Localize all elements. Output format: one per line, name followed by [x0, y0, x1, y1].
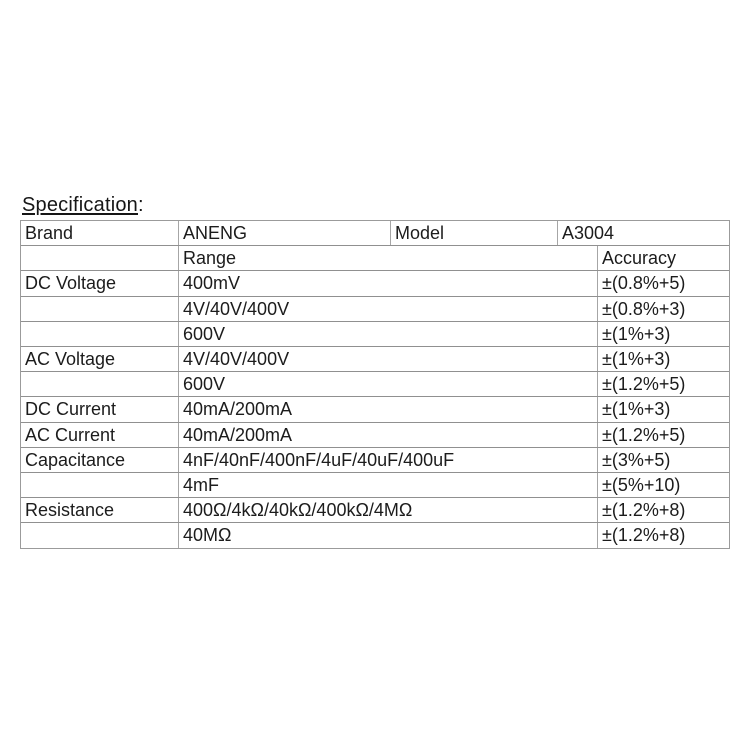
category-cell — [21, 246, 179, 270]
range-cell: 400mV — [179, 271, 598, 295]
category-cell — [21, 372, 179, 396]
table-row — [21, 271, 729, 296]
brand-label-cell: Brand — [21, 221, 179, 245]
category-cell — [21, 322, 179, 346]
range-cell: 400Ω/4kΩ/40kΩ/400kΩ/4MΩ — [179, 498, 598, 522]
table-row — [21, 448, 729, 473]
table-row — [21, 473, 729, 498]
accuracy-cell: ±(1%+3) — [602, 348, 671, 369]
range-cell: 600V — [179, 372, 598, 396]
model-label-cell: Model — [391, 221, 558, 245]
category-cell: AC Current — [21, 423, 179, 447]
range-cell: 4V/40V/400V — [179, 347, 598, 371]
accuracy-cell: ±(5%+10) — [602, 474, 681, 495]
category-cell — [21, 297, 179, 321]
table-row — [21, 397, 729, 422]
range-header-cell: Range — [179, 246, 598, 270]
table-row — [21, 372, 729, 397]
accuracy-cell: ±(1.2%+5) — [602, 374, 686, 395]
range-cell: 4mF — [179, 473, 598, 497]
category-cell: Resistance — [21, 498, 179, 522]
category-cell — [21, 473, 179, 497]
range-cell: 40mA/200mA — [179, 397, 598, 421]
range-cell: 600V — [179, 322, 598, 346]
accuracy-cell: ±(1.2%+5) — [602, 424, 686, 445]
accuracy-cell: ±(1%+3) — [602, 399, 671, 420]
accuracy-header-cell: Accuracy — [602, 248, 677, 269]
range-cell: 40mA/200mA — [179, 423, 598, 447]
category-cell: AC Voltage — [21, 347, 179, 371]
category-cell: DC Voltage — [21, 271, 179, 295]
column-header-row — [21, 246, 729, 271]
table-row — [21, 347, 729, 372]
spec-table — [20, 220, 730, 549]
accuracy-cell: ±(1.2%+8) — [602, 525, 686, 546]
accuracy-cell: ±(0.8%+5) — [602, 273, 686, 294]
range-cell: 4nF/40nF/400nF/4uF/40uF/400uF — [179, 448, 598, 472]
category-cell: DC Current — [21, 397, 179, 421]
range-cell: 40MΩ — [179, 523, 598, 548]
category-cell: Capacitance — [21, 448, 179, 472]
page-title-colon: : — [138, 194, 144, 216]
brand-model-row — [21, 221, 729, 246]
table-row — [21, 297, 729, 322]
accuracy-cell: ±(0.8%+3) — [602, 298, 686, 319]
category-cell — [21, 523, 179, 548]
accuracy-cell: ±(3%+5) — [602, 449, 671, 470]
table-row — [21, 523, 729, 548]
accuracy-cell: ±(1%+3) — [602, 323, 671, 344]
range-cell: 4V/40V/400V — [179, 297, 598, 321]
table-row — [21, 423, 729, 448]
table-row — [21, 498, 729, 523]
brand-value-cell: ANENG — [179, 221, 391, 245]
page-title — [22, 193, 144, 217]
model-value-cell: A3004 — [562, 223, 615, 243]
table-row — [21, 322, 729, 347]
page-title-text: Specification — [22, 194, 138, 216]
accuracy-cell: ±(1.2%+8) — [602, 500, 686, 521]
